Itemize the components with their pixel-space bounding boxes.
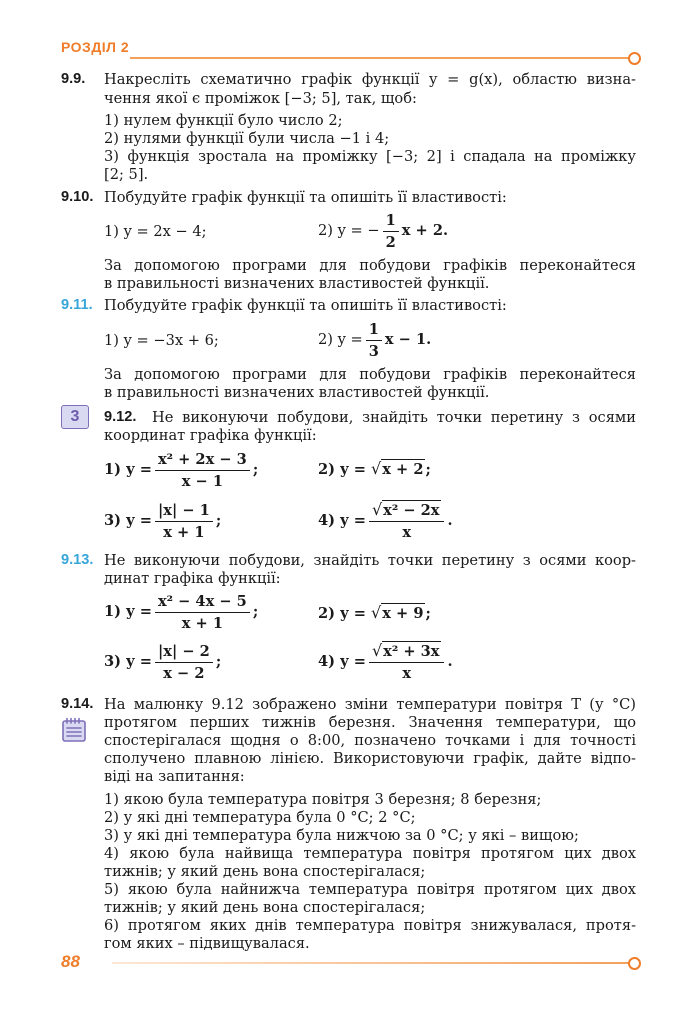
formula: [104, 592, 258, 632]
formula: [104, 501, 221, 541]
formula: [318, 501, 453, 541]
note-text: в правильності визначених властивостей функції.: [104, 275, 490, 292]
header-rule-end-icon: [628, 52, 641, 65]
exercise-item: 1) нулем функції було число 2;: [104, 112, 343, 129]
exercise-text: спостерігалася щодня о 8:00, позначено точками і для точності: [104, 732, 636, 749]
radicand: x² − 2x: [383, 502, 440, 519]
formula-tail: ;: [215, 653, 222, 670]
formula: [104, 450, 258, 490]
level-3-icon: 3: [61, 405, 89, 429]
numerator: |x| − 2: [155, 643, 213, 663]
formula-tail: ;: [252, 603, 259, 620]
denominator: x: [402, 524, 412, 541]
formula-lead: 2) y =: [318, 605, 366, 622]
radicand: x + 9: [382, 605, 424, 622]
exercise-text: Не виконуючи побудови, знайдіть точки перетину з осями коор-: [104, 552, 636, 569]
sqrt-icon: √: [371, 641, 383, 660]
formula-lead: 2) y =: [318, 461, 366, 478]
formula-tail: ;: [425, 605, 431, 622]
question-item: 5) якою була найнижча температура повітря протягом цих двох: [104, 881, 636, 898]
question-item: тижнів; у який день вона спостерігалася;: [104, 899, 426, 916]
exercise-number: 9.14.: [61, 696, 94, 712]
footer-rule-end-icon: [628, 957, 641, 970]
exercise-text: чення якої є проміжок [−3; 5], так, щоб:: [104, 90, 417, 107]
denominator: x − 2: [163, 664, 205, 682]
footer-rule: [112, 962, 630, 964]
notepad-icon: [61, 717, 87, 743]
formula-tail: ;: [252, 461, 259, 478]
denominator: x: [402, 665, 412, 682]
formula: [104, 642, 221, 682]
formula-tail: ;: [215, 512, 222, 529]
numerator: |x| − 1: [155, 502, 213, 522]
exercise-text: динат графіка функції:: [104, 570, 281, 587]
exercise-text: сполучено плавною лінією. Використовуючи графік, дайте відпо-: [104, 750, 636, 767]
exercise-text: координат графіка функції:: [104, 427, 317, 444]
exercise-text: протягом перших тижнів березня. Значення температури, що: [104, 714, 636, 731]
formula: [318, 211, 448, 251]
formula-lead: 3) y =: [104, 653, 152, 670]
exercise-text: Побудуйте графік функції та опишіть її властивості:: [104, 189, 507, 206]
formula: [318, 642, 453, 682]
formula-lead: 4) y =: [318, 653, 366, 670]
formula-tail: .: [447, 653, 453, 670]
exercise-number: 9.9.: [61, 71, 86, 87]
formula: [318, 603, 431, 623]
exercise-item: 3) функція зростала на проміжку [−3; 2] і спадала на проміжку: [104, 148, 636, 165]
numerator: x² + 2x − 3: [155, 451, 250, 471]
question-item: тижнів; у який день вона спостерігалася;: [104, 863, 426, 880]
radicand: x² + 3x: [383, 643, 440, 660]
fraction: [155, 451, 250, 490]
fraction: [155, 502, 213, 541]
fraction: [366, 321, 382, 360]
numerator: 1: [383, 212, 399, 232]
formula-lead: 4) y =: [318, 512, 366, 529]
denominator: x + 1: [163, 523, 205, 541]
exercise-number: 9.13.: [61, 552, 94, 568]
fraction: [369, 501, 445, 541]
page-number: 88: [61, 952, 80, 971]
denominator: 3: [368, 342, 379, 360]
question-item: 1) якою була температура повітря 3 березня; 8 березня;: [104, 791, 542, 808]
fraction: [383, 212, 399, 251]
note-text: За допомогою програми для побудови графіків переконайтеся: [104, 366, 636, 383]
formula: [318, 320, 431, 360]
exercise-number: 9.10.: [61, 189, 94, 205]
exercise-text: На малюнку 9.12 зображено зміни температури повітря T (у °С): [104, 696, 636, 713]
exercise-text: Побудуйте графік функції та опишіть її властивості:: [104, 297, 507, 314]
question-item: 3) у які дні температура була нижчою за 0 °С; у які – вищою;: [104, 827, 579, 844]
note-text: За допомогою програми для побудови графіків переконайтеся: [104, 257, 636, 274]
section-header: РОЗДІЛ 2: [61, 39, 130, 55]
sqrt-icon: √: [371, 459, 382, 478]
formula-lead: 2) y =: [318, 331, 363, 348]
formula-tail: x − 1.: [384, 331, 432, 348]
sqrt-icon: √: [371, 603, 382, 622]
numerator: [369, 642, 445, 663]
exercise-text: Накресліть схематично графік функції y = g(x), областю визна-: [104, 71, 636, 88]
formula-tail: .: [447, 512, 453, 529]
denominator: x + 1: [181, 614, 223, 632]
question-item: 2) у які дні температура була 0 °С; 2 °С;: [104, 809, 416, 826]
sqrt-icon: √: [371, 500, 383, 519]
formula: [318, 459, 431, 479]
header-rule: [130, 57, 630, 59]
formula-lead: 2) y = −: [318, 222, 380, 239]
note-text: в правильності визначених властивостей функції.: [104, 384, 490, 401]
exercise-text: Не виконуючи побудови, знайдіть точки перетину з осями: [152, 409, 636, 426]
numerator: x² − 4x − 5: [155, 593, 250, 613]
denominator: x − 1: [181, 472, 223, 490]
formula-lead: 3) y =: [104, 512, 152, 529]
formula-tail: ;: [425, 461, 431, 478]
exercise-text: віді на запитання:: [104, 768, 245, 785]
fraction: [155, 593, 250, 632]
radicand: x + 2: [382, 461, 424, 478]
exercise-number: 9.12.: [104, 409, 137, 425]
question-item: 6) протягом яких днів температура повітря знижувалася, протя-: [104, 917, 636, 934]
numerator: 1: [366, 321, 382, 341]
fraction: [369, 642, 445, 682]
question-item: 4) якою була найвища температура повітря протягом цих двох: [104, 845, 636, 862]
formula-lead: 1) y =: [104, 603, 152, 620]
formula-tail: x + 2.: [401, 222, 449, 239]
exercise-item: 2) нулями функції були числа −1 і 4;: [104, 130, 390, 147]
denominator: 2: [385, 233, 396, 251]
formula: 1) y = 2x − 4;: [104, 223, 207, 240]
formula-lead: 1) y =: [104, 461, 152, 478]
question-item: гом яких – підвищувалася.: [104, 935, 310, 952]
exercise-number: 9.11.: [61, 297, 93, 313]
numerator: [369, 501, 445, 522]
fraction: [155, 643, 213, 682]
exercise-item: [2; 5].: [104, 166, 149, 183]
formula: 1) y = −3x + 6;: [104, 332, 219, 349]
